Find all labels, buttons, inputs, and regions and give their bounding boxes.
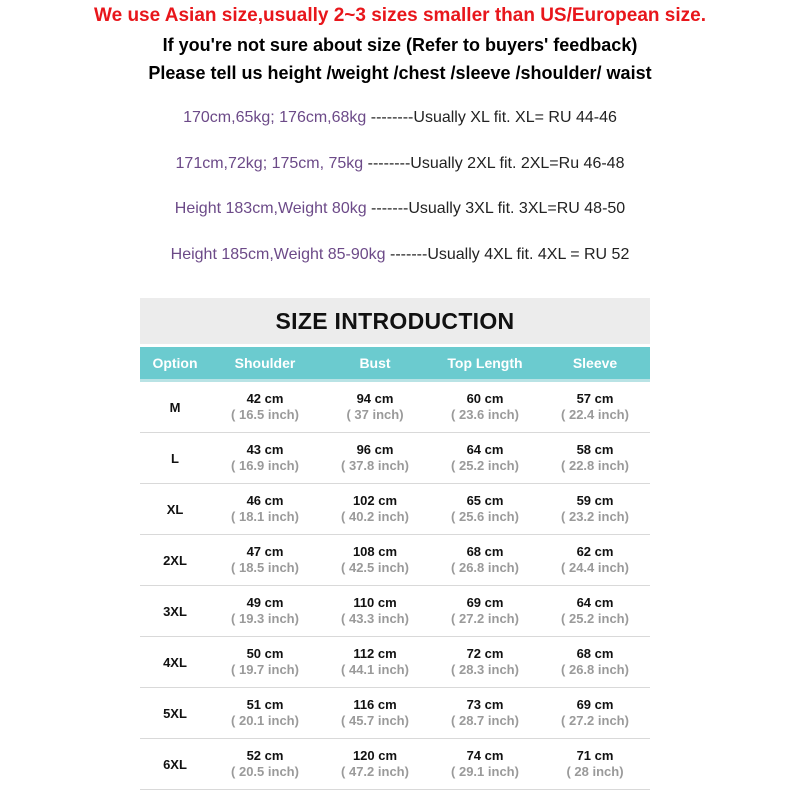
cm-value: 108 cm (352, 544, 398, 559)
cm-value: 51 cm (246, 697, 284, 712)
table-row (140, 739, 650, 790)
inch-value: ( 28.7 inch) (451, 713, 519, 728)
size-cell-bust (320, 382, 430, 432)
size-cell-shoulder (210, 688, 320, 738)
size-cell-sleeve (540, 688, 650, 738)
size-cell-top-length (430, 688, 540, 738)
fit-guide-measurements: 171cm,72kg; 175cm, 75kg (175, 155, 364, 172)
cm-value: 102 cm (352, 493, 398, 508)
size-cell-bust (320, 739, 430, 789)
inch-value: ( 18.1 inch) (231, 509, 299, 524)
size-cell-shoulder (210, 637, 320, 687)
cm-value: 116 cm (353, 697, 397, 712)
cm-value: 96 cm (356, 442, 394, 457)
cm-value: 50 cm (246, 646, 284, 661)
inch-value: ( 40.2 inch) (341, 509, 409, 524)
fit-guide-fit: --------Usually XL fit. XL= RU 44-46 (366, 109, 617, 126)
column-header-option: Option (152, 355, 198, 371)
table-row (140, 382, 650, 433)
inch-value: ( 25.2 inch) (561, 611, 629, 626)
cm-value: 94 cm (356, 391, 394, 406)
inch-value: ( 23.6 inch) (451, 407, 519, 422)
size-cell-sleeve (540, 484, 650, 534)
size-option: M (169, 399, 181, 415)
size-chart-header (140, 344, 650, 382)
inch-value: ( 22.4 inch) (561, 407, 629, 422)
inch-value: ( 16.5 inch) (231, 407, 299, 422)
fit-guide-line (0, 107, 800, 129)
cm-value: 58 cm (576, 442, 614, 457)
cm-value: 52 cm (246, 748, 284, 763)
inch-value: ( 45.7 inch) (341, 713, 409, 728)
fit-guide-line (0, 153, 800, 175)
size-warning: We use Asian size,usually 2~3 sizes smaller than US/European size. (94, 5, 706, 26)
inch-value: ( 22.8 inch) (561, 458, 629, 473)
size-cell-bust (320, 433, 430, 483)
inch-value: ( 24.4 inch) (561, 560, 629, 575)
size-cell-top-length (430, 433, 540, 483)
cm-value: 73 cm (466, 697, 504, 712)
table-row (140, 484, 650, 535)
size-cell-sleeve (540, 637, 650, 687)
table-row (140, 637, 650, 688)
inch-value: ( 43.3 inch) (341, 611, 409, 626)
inch-value: ( 19.3 inch) (231, 611, 299, 626)
inch-value: ( 25.2 inch) (451, 458, 519, 473)
column-header-bust: Bust (359, 355, 391, 371)
fit-guide-fit: -------Usually 3XL fit. 3XL=RU 48-50 (366, 200, 626, 217)
size-cell-bust (320, 535, 430, 585)
size-cell-sleeve (540, 535, 650, 585)
size-option: 2XL (163, 552, 187, 568)
size-cell-shoulder (210, 484, 320, 534)
size-note-feedback: If you're not sure about size (Refer to buyers' feedback) (162, 35, 638, 55)
fit-guide-measurements: 170cm,65kg; 176cm,68kg (183, 109, 367, 126)
inch-value: ( 26.8 inch) (561, 662, 629, 677)
size-option: 5XL (163, 705, 187, 721)
inch-value: ( 20.5 inch) (231, 764, 299, 779)
column-header-shoulder: Shoulder (234, 355, 296, 371)
table-row (140, 586, 650, 637)
cm-value: 72 cm (466, 646, 504, 661)
size-option: 3XL (163, 603, 187, 619)
cm-value: 65 cm (466, 493, 504, 508)
size-chart-title: SIZE INTRODUCTION (140, 298, 650, 344)
size-cell-top-length (430, 484, 540, 534)
size-cell-top-length (430, 739, 540, 789)
inch-value: ( 28.3 inch) (451, 662, 519, 677)
cm-value: 49 cm (246, 595, 284, 610)
size-cell-sleeve (540, 586, 650, 636)
table-row (140, 433, 650, 484)
inch-value: ( 19.7 inch) (231, 662, 299, 677)
inch-value: ( 28 inch) (566, 764, 624, 779)
size-option: XL (166, 501, 184, 517)
cm-value: 74 cm (466, 748, 504, 763)
inch-value: ( 25.6 inch) (451, 509, 519, 524)
inch-value: ( 37 inch) (346, 407, 404, 422)
inch-value: ( 27.2 inch) (451, 611, 519, 626)
size-option: 4XL (163, 654, 187, 670)
inch-value: ( 26.8 inch) (451, 560, 519, 575)
cm-value: 60 cm (466, 391, 504, 406)
size-cell-bust (320, 637, 430, 687)
size-cell-top-length (430, 382, 540, 432)
size-cell-top-length (430, 586, 540, 636)
inch-value: ( 23.2 inch) (561, 509, 629, 524)
cm-value: 69 cm (466, 595, 504, 610)
fit-guide-fit: -------Usually 4XL fit. 4XL = RU 52 (385, 246, 630, 263)
size-cell-shoulder (210, 535, 320, 585)
cm-value: 47 cm (246, 544, 284, 559)
cm-value: 62 cm (576, 544, 614, 559)
cm-value: 42 cm (246, 391, 284, 406)
column-header-sleeve: Sleeve (572, 355, 618, 371)
size-chart-body (140, 382, 650, 790)
fit-guide-measurements: Height 183cm,Weight 80kg (174, 200, 367, 217)
inch-value: ( 20.1 inch) (231, 713, 299, 728)
inch-value: ( 47.2 inch) (341, 764, 409, 779)
table-row (140, 688, 650, 739)
cm-value: 120 cm (352, 748, 398, 763)
inch-value: ( 42.5 inch) (341, 560, 409, 575)
cm-value: 68 cm (576, 646, 614, 661)
cm-value: 110 cm (353, 595, 397, 610)
size-cell-sleeve (540, 433, 650, 483)
column-header-top-length: Top Length (447, 355, 523, 371)
inch-value: ( 27.2 inch) (561, 713, 629, 728)
cm-value: 46 cm (246, 493, 284, 508)
inch-value: ( 37.8 inch) (341, 458, 409, 473)
size-option: 6XL (163, 756, 187, 772)
size-cell-bust (320, 484, 430, 534)
size-cell-sleeve (540, 739, 650, 789)
size-cell-bust (320, 688, 430, 738)
size-cell-sleeve (540, 382, 650, 432)
size-cell-top-length (430, 637, 540, 687)
cm-value: 69 cm (576, 697, 614, 712)
size-cell-shoulder (210, 382, 320, 432)
size-cell-bust (320, 586, 430, 636)
inch-value: ( 16.9 inch) (231, 458, 299, 473)
fit-guide-line (0, 244, 800, 266)
inch-value: ( 44.1 inch) (341, 662, 409, 677)
cm-value: 64 cm (466, 442, 504, 457)
size-option: L (171, 450, 179, 466)
size-cell-shoulder (210, 433, 320, 483)
size-chart (140, 298, 650, 798)
size-note-measurements: Please tell us height /weight /chest /sleeve /shoulder/ waist (148, 63, 652, 83)
cm-value: 71 cm (576, 748, 614, 763)
fit-guide-measurements: Height 185cm,Weight 85-90kg (170, 246, 386, 263)
fit-guide-line (0, 198, 800, 220)
fit-guide-fit: --------Usually 2XL fit. 2XL=Ru 46-48 (363, 155, 625, 172)
cm-value: 64 cm (576, 595, 614, 610)
cm-value: 57 cm (576, 391, 614, 406)
inch-value: ( 18.5 inch) (231, 560, 299, 575)
cm-value: 68 cm (466, 544, 504, 559)
cm-value: 112 cm (353, 646, 397, 661)
table-row (140, 535, 650, 586)
size-cell-top-length (430, 535, 540, 585)
cm-value: 43 cm (246, 442, 284, 457)
cm-value: 59 cm (576, 493, 614, 508)
size-cell-shoulder (210, 739, 320, 789)
size-cell-shoulder (210, 586, 320, 636)
inch-value: ( 29.1 inch) (451, 764, 519, 779)
